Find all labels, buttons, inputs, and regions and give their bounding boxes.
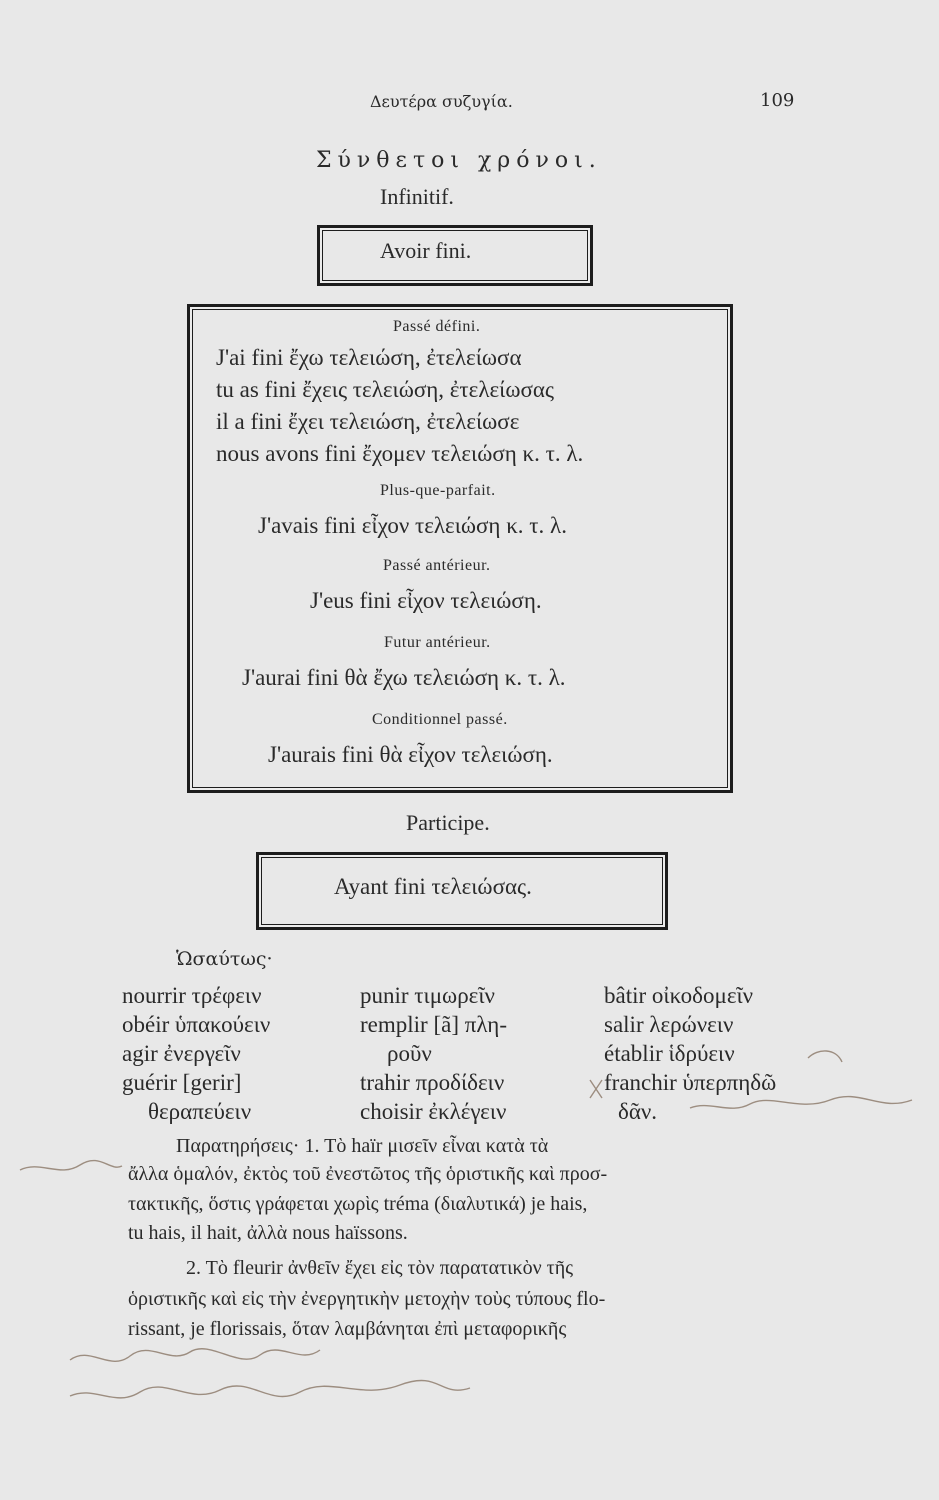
page-number: 109 bbox=[760, 90, 795, 111]
conjugation-line: tu as fini ἔχεις τελειώση, ἐτελείωσας bbox=[216, 377, 555, 402]
verb-list-item: agir ἐνεργεῖν bbox=[122, 1041, 241, 1066]
verb-list-item: choisir ἐκλέγειν bbox=[360, 1099, 507, 1124]
remarks-line: Παρατηρήσεις· 1. Τὸ haïr μισεῖν εἶναι κατὰ τὰ bbox=[176, 1135, 549, 1157]
verb-list-item: θεραπεύειν bbox=[148, 1099, 252, 1124]
verb-list-item: établir ἱδρύειν bbox=[604, 1041, 735, 1066]
remarks-line: ὁριστικῆς καὶ εἰς τὴν ἐνεργητικὴν μετοχὴν τοὺς τύπους flo- bbox=[128, 1288, 606, 1310]
section-title: Σύνθετοι χρόνοι. bbox=[316, 148, 602, 173]
running-head: Δευτέρα συζυγία. bbox=[370, 92, 513, 111]
remarks-line: tu hais, il hait, ἀλλὰ nous haïssons. bbox=[128, 1222, 408, 1244]
tense-label-plus-que-parfait: Plus-que-parfait. bbox=[380, 482, 496, 499]
tense-label-passe-defini: Passé défini. bbox=[393, 318, 481, 335]
likewise-label: Ὡσαύτως· bbox=[176, 948, 273, 970]
verb-list-item: remplir [ã] πλη- bbox=[360, 1012, 507, 1037]
infinitive-text: Avoir fini. bbox=[380, 238, 472, 263]
remarks-line: 2. Τὸ fleurir ἀνθεῖν ἔχει εἰς τὸν παρατατικὸν τῆς bbox=[186, 1257, 574, 1279]
verb-list-item: trahir προδίδειν bbox=[360, 1070, 505, 1095]
verb-list-item: ροῦν bbox=[387, 1041, 432, 1066]
conjugation-line: J'aurai fini θὰ ἔχω τελειώση κ. τ. λ. bbox=[242, 665, 566, 690]
section-subtitle: Infinitif. bbox=[380, 184, 454, 209]
conjugation-line: J'avais fini εἶχον τελειώση κ. τ. λ. bbox=[258, 513, 567, 538]
tense-label-futur-anterieur: Futur antérieur. bbox=[384, 634, 491, 651]
tense-label-conditionnel-passe: Conditionnel passé. bbox=[372, 711, 508, 728]
remarks-line: ἄλλα ὁμαλόν, ἐκτὸς τοῦ ἐνεστῶτος τῆς ὁριστικῆς καὶ προσ- bbox=[128, 1163, 608, 1185]
conjugation-line: J'eus fini εἶχον τελειώση. bbox=[310, 588, 542, 613]
conjugation-line: nous avons fini ἔχομεν τελειώση κ. τ. λ. bbox=[216, 441, 584, 466]
verb-list-item: franchir ὑπερπηδῶ bbox=[604, 1070, 777, 1095]
conjugation-line: J'aurais fini θὰ εἶχον τελειώση. bbox=[268, 742, 553, 767]
verb-list-item: δᾶν. bbox=[618, 1099, 658, 1124]
remarks-line: τακτικῆς, ὅστις γράφεται χωρὶς tréma (διαλυτικά) je hais, bbox=[128, 1193, 588, 1215]
verb-list-item: salir λερώνειν bbox=[604, 1012, 734, 1037]
conjugation-line: J'ai fini ἔχω τελειώση, ἐτελείωσα bbox=[216, 345, 522, 370]
verb-list-item: nourrir τρέφειν bbox=[122, 983, 262, 1008]
verb-list-item: bâtir οἰκοδομεῖν bbox=[604, 983, 754, 1008]
verb-list-item: obéir ὑπακούειν bbox=[122, 1012, 271, 1037]
participle-heading: Participe. bbox=[406, 810, 490, 835]
participle-text: Ayant fini τελειώσας. bbox=[334, 874, 532, 899]
verb-list-item: punir τιμωρεῖν bbox=[360, 983, 495, 1008]
conjugation-line: il a fini ἔχει τελειώση, ἐτελείωσε bbox=[216, 409, 520, 434]
remarks-line: rissant, je florissais, ὅταν λαμβάνηται ἐπὶ μεταφορικῆς bbox=[128, 1318, 567, 1340]
verb-list-item: guérir [gerir] bbox=[122, 1070, 242, 1095]
tense-label-passe-anterieur: Passé antérieur. bbox=[383, 557, 491, 574]
